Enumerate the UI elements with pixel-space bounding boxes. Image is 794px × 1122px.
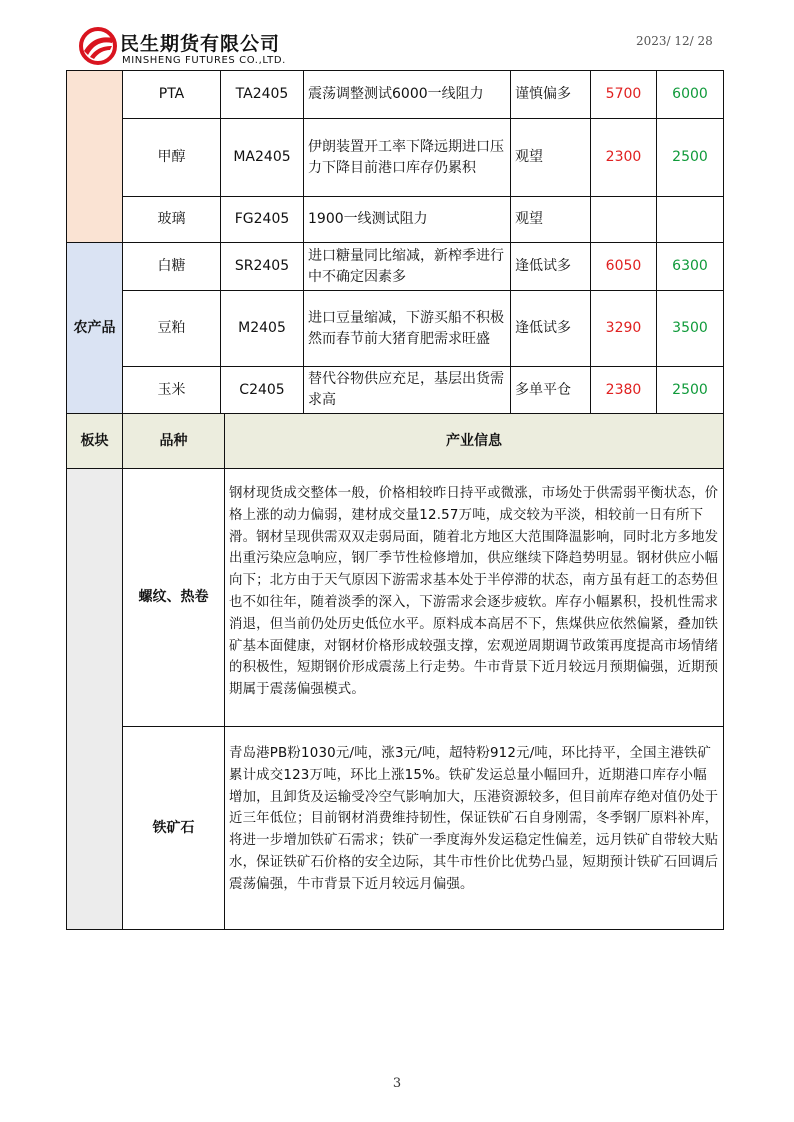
support-price (591, 197, 657, 243)
product-name: 白糖 (123, 243, 221, 291)
sector-cell-agri: 农产品 (67, 243, 123, 414)
trade-action: 观望 (511, 119, 591, 197)
resistance-price: 6000 (657, 71, 724, 119)
contract-code: FG2405 (221, 197, 304, 243)
market-view: 伊朗装置开工率下降远期进口压力下降目前港口库存仍累积 (304, 119, 511, 197)
market-view: 替代谷物供应充足，基层出货需求高 (304, 367, 511, 414)
company-logo-icon (78, 26, 118, 66)
report-date: 2023/ 12/ 28 (636, 34, 713, 48)
resistance-price: 2500 (657, 119, 724, 197)
info-header-row (67, 414, 724, 469)
header-sector: 板块 (67, 414, 123, 469)
company-name-cn: 民生期货有限公司 (120, 33, 281, 55)
sector-cell-energy (67, 71, 123, 243)
support-price: 3290 (591, 291, 657, 367)
contract-code: MA2405 (221, 119, 304, 197)
table-row (67, 71, 724, 119)
product-name: 豆粕 (123, 291, 221, 367)
contract-code: TA2405 (221, 71, 304, 119)
header-variety: 品种 (123, 414, 225, 469)
support-price: 5700 (591, 71, 657, 119)
page-number: 3 (392, 1076, 402, 1091)
market-view: 震荡调整测试6000一线阻力 (304, 71, 511, 119)
support-price: 6050 (591, 243, 657, 291)
market-view: 进口糖量同比缩减，新榨季进行中不确定因素多 (304, 243, 511, 291)
industry-info-text: 青岛港PB粉1030元/吨，涨3元/吨，超特粉912元/吨，环比持平，全国主港铁矿累计成交123万吨，环比上涨15%。铁矿发运总量小幅回升，近期港口库存小幅增加，且卸货及运输受冷空气影响加大，压港资源较多，但目前库存绝对值仍处于近三年低位；目前钢材消费维持韧性，保证铁矿石自身刚需，冬季钢厂原料补库，将进一步增加铁矿石需求；铁矿一季度海外发运稳定性偏差，远月铁矿自带较大贴水，保证铁矿石价格的安全边际，其牛市性价比优势凸显，短期预计铁矿石回调后震荡偏强，牛市背景下近月较远月偏强。 (225, 727, 724, 930)
product-name: 玉米 (123, 367, 221, 414)
trade-action: 逢低试多 (511, 243, 591, 291)
support-price: 2380 (591, 367, 657, 414)
company-name-en: MINSHENG FUTURES CO.,LTD. (122, 55, 286, 66)
table-row (67, 197, 724, 243)
table-row (67, 727, 724, 930)
trade-action: 谨慎偏多 (511, 71, 591, 119)
resistance-price: 3500 (657, 291, 724, 367)
resistance-price: 2500 (657, 367, 724, 414)
table-row (67, 367, 724, 414)
support-price: 2300 (591, 119, 657, 197)
variety-name: 螺纹、热卷 (123, 469, 225, 727)
contract-code: SR2405 (221, 243, 304, 291)
resistance-price (657, 197, 724, 243)
market-view: 进口豆量缩减，下游买船不积极然而春节前大猪育肥需求旺盛 (304, 291, 511, 367)
variety-name: 铁矿石 (123, 727, 225, 930)
table-row (67, 119, 724, 197)
header-info: 产业信息 (225, 414, 724, 469)
page-header (0, 0, 794, 72)
strategy-table (66, 70, 724, 414)
contract-code: C2405 (221, 367, 304, 414)
industry-info-text: 钢材现货成交整体一般，价格相较昨日持平或微涨，市场处于供需弱平衡状态，价格上涨的动力偏弱，建材成交量12.57万吨，成交较为平淡，相较前一日有所下滑。钢材呈现供需双双走弱局面，随着北方地区大范围降温影响，同时北方多地发出重污染应急响应，钢厂季节性检修增加，供应继续下降趋势明显。钢材供应小幅向下；北方由于天气原因下游需求基本处于半停滞的状态，南方虽有赶工的态势但也不如往年，随着淡季的深入，下游需求会逐步疲软。库存小幅累积，投机性需求消退，但当前仍处历史低位水平。原料成本高居不下，焦煤供应依然偏紧，叠加铁矿基本面健康，对钢材价格形成较强支撑，宏观逆周期调节政策再度提高市场情绪的积极性，短期钢价形成震荡上行走势。牛市背景下近月较远月预期偏强，近期预期属于震荡偏强模式。 (225, 469, 724, 727)
industry-info-table (66, 413, 724, 930)
trade-action: 逢低试多 (511, 291, 591, 367)
table-row (67, 243, 724, 291)
resistance-price: 6300 (657, 243, 724, 291)
trade-action: 多单平仓 (511, 367, 591, 414)
table-row (67, 291, 724, 367)
product-name: PTA (123, 71, 221, 119)
contract-code: M2405 (221, 291, 304, 367)
sector-cell-black (67, 469, 123, 930)
product-name: 玻璃 (123, 197, 221, 243)
table-row (67, 469, 724, 727)
market-view: 1900一线测试阻力 (304, 197, 511, 243)
trade-action: 观望 (511, 197, 591, 243)
product-name: 甲醇 (123, 119, 221, 197)
